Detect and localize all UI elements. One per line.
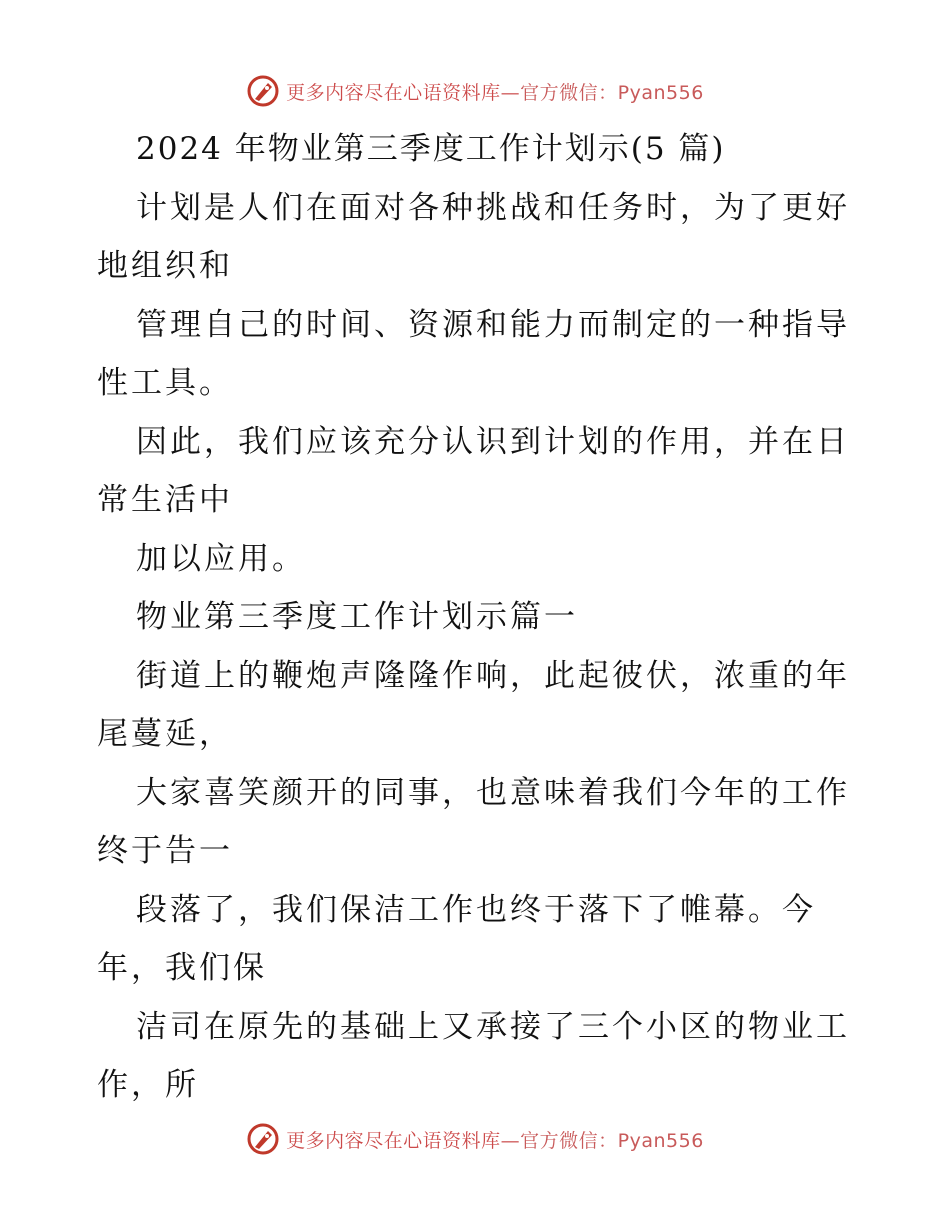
watermark-contact: 官方微信：Pyan556	[520, 81, 704, 104]
footer-watermark	[0, 1119, 950, 1159]
pen-nib-circle-icon	[246, 74, 280, 108]
paragraph-line: 作，所	[97, 1067, 199, 1103]
paragraph-line: 尾蔓延，	[97, 716, 233, 752]
watermark-contact: 官方微信：Pyan556	[520, 1129, 704, 1152]
paragraph-line: 性工具。	[97, 365, 233, 401]
watermark-dash: —	[500, 81, 521, 104]
paragraph-line: 段落了，我们保洁工作也终于落下了帷幕。今	[136, 891, 816, 928]
document-body	[97, 120, 857, 1115]
paragraph-line: 计划是人们在面对各种挑战和任务时，为了更好	[136, 189, 850, 226]
paragraph-line: 街道上的鞭炮声隆隆作响，此起彼伏，浓重的年	[136, 657, 850, 694]
paragraph-line: 年，我们保	[97, 950, 267, 986]
paragraph-line: 加以应用。	[136, 540, 306, 577]
watermark-site: 更多内容尽在心语资料库	[286, 1129, 501, 1152]
paragraph-line: 因此，我们应该充分认识到计划的作用，并在日	[136, 423, 850, 460]
paragraph-line: 大家喜笑颜开的同事，也意味着我们今年的工作	[136, 774, 850, 811]
paragraph-line: 管理自己的时间、资源和能力而制定的一种指导	[136, 306, 850, 343]
section-heading: 物业第三季度工作计划示篇一	[136, 599, 578, 635]
watermark-site: 更多内容尽在心语资料库	[286, 81, 501, 104]
watermark-text	[286, 1126, 704, 1153]
header-watermark	[0, 71, 950, 111]
paragraph-line: 常生活中	[97, 482, 233, 518]
watermark-text	[286, 78, 704, 105]
document-title: 2024 年物业第三季度工作计划示(5 篇)	[136, 131, 726, 167]
paragraph-line: 地组织和	[97, 248, 233, 284]
pen-nib-circle-icon	[246, 1122, 280, 1156]
paragraph-line: 洁司在原先的基础上又承接了三个小区的物业工	[136, 1008, 850, 1045]
watermark-dash: —	[500, 1129, 521, 1152]
paragraph-line: 终于告一	[97, 833, 233, 869]
